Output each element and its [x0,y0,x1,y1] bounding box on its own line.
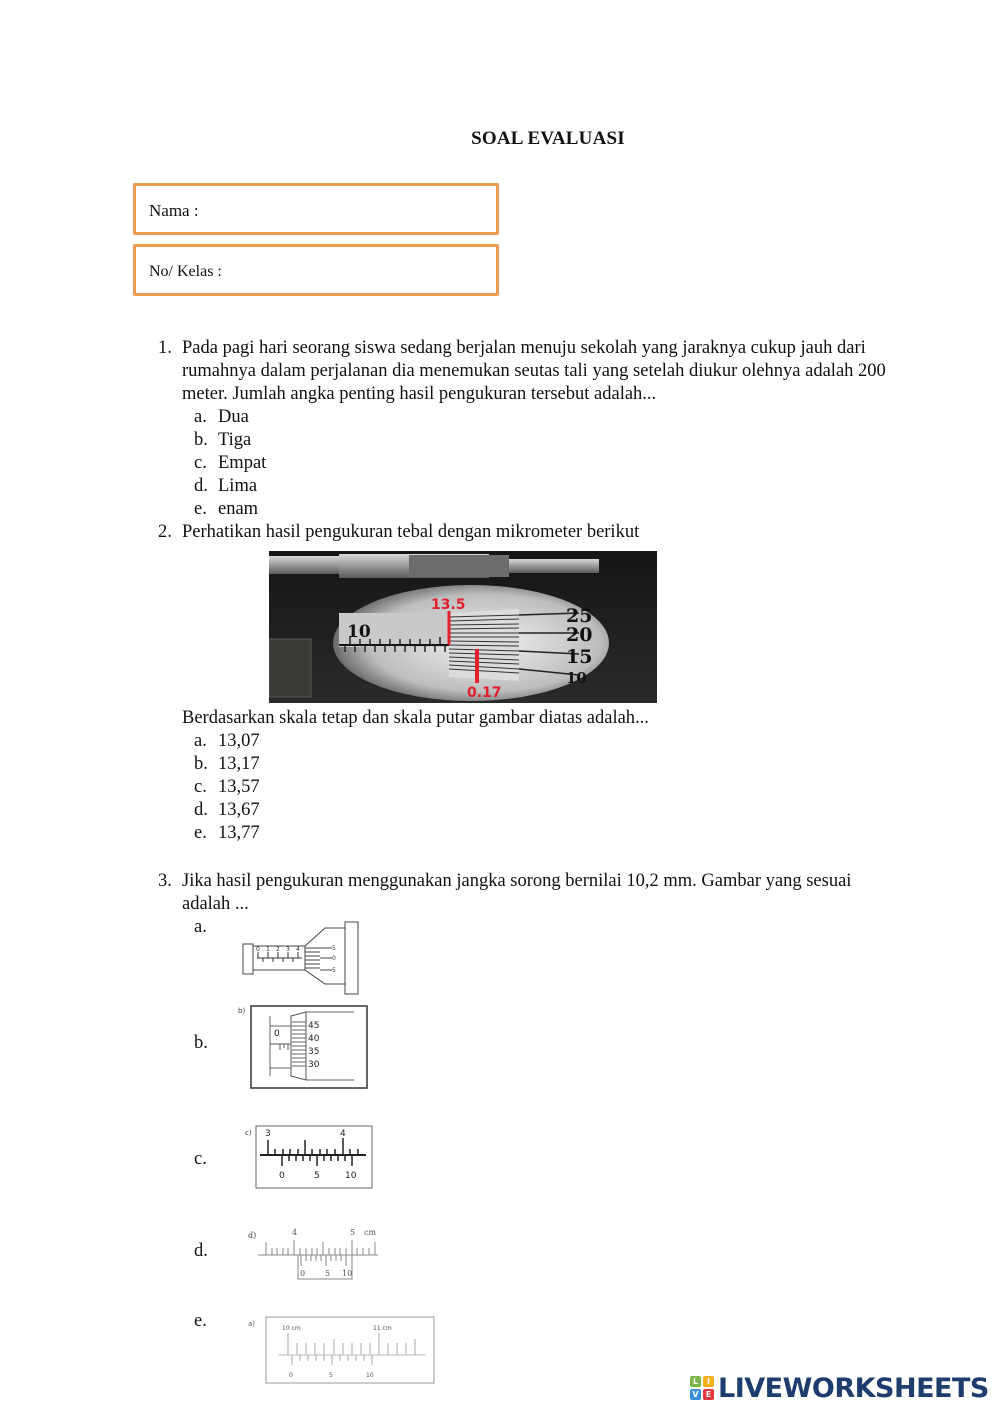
question-text-line: meter. Jumlah angka penting hasil pengukuran tersebut adalah... [182,384,657,404]
option-text: enam [218,499,259,519]
svg-text:5: 5 [325,1269,331,1278]
reading-thimble-label: 0.17 [467,685,502,701]
option-b-micrometer-figure[interactable] [236,1004,370,1090]
svg-text:d): d) [248,1231,257,1240]
question-text-line: Pada pagi hari seorang siswa sedang berjalan menuju sekolah yang jaraknya cukup jauh dari [182,338,866,358]
svg-text:0: 0 [289,1372,293,1379]
brand-wordmark: LIVEWORKSHEETS [718,1372,989,1404]
liveworksheets-logo [690,1372,989,1404]
svg-text:4: 4 [340,1129,346,1139]
class-label: No/ Kelas : [149,263,222,280]
question-number: 2. [158,522,172,542]
svg-text:10 cm: 10 cm [282,1325,301,1332]
class-field[interactable] [133,244,499,296]
option-letter: a. [194,731,207,751]
option-letter: c. [194,777,207,797]
svg-text:10: 10 [342,1269,353,1278]
sleeve-label: 10 [347,622,371,642]
option-e-letter[interactable]: e. [194,1311,207,1331]
svg-text:30: 30 [308,1060,320,1070]
svg-text:0: 0 [274,1029,280,1039]
svg-text:3: 3 [265,1129,271,1139]
name-label: Nama : [149,201,199,220]
option-e-vernier-figure[interactable] [246,1315,438,1385]
question-followup: Berdasarkan skala tetap dan skala putar gambar diatas adalah... [182,708,649,728]
option-text: Tiga [218,430,252,450]
option-letter: b. [194,430,208,450]
svg-text:c): c) [245,1129,252,1137]
name-field[interactable] [133,183,499,235]
svg-text:10: 10 [566,669,587,687]
option-letter: a. [194,407,207,427]
svg-text:5: 5 [332,967,336,974]
svg-text:4: 4 [296,946,300,953]
svg-text:0: 0 [300,1269,306,1278]
svg-text:20: 20 [566,624,593,646]
svg-text:4: 4 [292,1228,298,1237]
option-letter: e. [194,823,207,843]
svg-text:cm: cm [364,1228,377,1237]
question-text-line: adalah ... [182,894,249,914]
svg-text:25: 25 [566,605,593,627]
option-a-letter[interactable]: a. [194,917,207,937]
option-text: 13,57 [218,777,260,797]
svg-text:5: 5 [329,1372,333,1379]
option-text: Empat [218,453,267,473]
svg-text:11 cm: 11 cm [373,1325,392,1332]
question-number: 3. [158,871,172,891]
svg-text:15: 15 [566,646,593,668]
option-text: 13,07 [218,731,260,751]
question-text-line: Perhatikan hasil pengukuran tebal dengan mikrometer berikut [182,522,640,542]
option-d-vernier-figure[interactable] [246,1222,382,1284]
svg-text:5: 5 [314,1171,320,1181]
svg-text:b): b) [238,1007,246,1015]
svg-text:0: 0 [332,955,336,962]
svg-text:a): a) [248,1320,256,1328]
option-text: Lima [218,476,258,496]
reading-main-label: 13.5 [431,597,466,613]
option-c-letter[interactable]: c. [194,1149,207,1169]
option-letter: d. [194,476,208,496]
page-title: SOAL EVALUASI [471,128,625,149]
svg-text:45: 45 [308,1021,320,1031]
svg-text:40: 40 [308,1034,320,1044]
option-text: 13,67 [218,800,260,820]
svg-text:0: 0 [279,1171,285,1181]
svg-text:10: 10 [366,1372,374,1379]
svg-text:2: 2 [276,946,280,953]
option-a-micrometer-figure[interactable] [240,918,362,996]
option-b-letter[interactable]: b. [194,1033,208,1053]
option-letter: e. [194,499,207,519]
option-text: Dua [218,407,249,427]
option-text: 13,77 [218,823,260,843]
micrometer-image [269,551,657,703]
option-d-letter[interactable]: d. [194,1241,208,1261]
svg-text:5: 5 [332,945,336,952]
live-tiles-icon: L I V E [690,1376,714,1400]
option-letter: b. [194,754,208,774]
svg-text:35: 35 [308,1047,320,1057]
svg-text:1: 1 [266,946,270,953]
question-text-line: rumahnya dalam perjalanan dia menemukan seutas tali yang setelah diukur olehnya adalah 200 [182,361,886,381]
question-number: 1. [158,338,172,358]
option-text: 13,17 [218,754,260,774]
option-letter: d. [194,800,208,820]
svg-text:10: 10 [345,1171,357,1181]
svg-text:0: 0 [256,946,260,953]
option-letter: c. [194,453,207,473]
svg-text:5: 5 [350,1228,356,1237]
option-c-vernier-figure[interactable] [244,1122,376,1196]
question-text-line: Jika hasil pengukuran menggunakan jangka sorong bernilai 10,2 mm. Gambar yang sesuai [182,871,852,891]
svg-text:3: 3 [286,946,290,953]
